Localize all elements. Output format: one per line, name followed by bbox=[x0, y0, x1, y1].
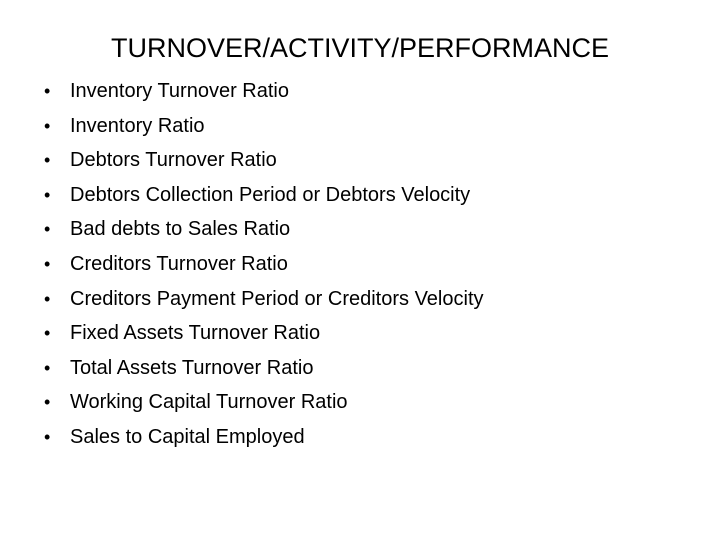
list-item bbox=[44, 282, 704, 317]
bullet-icon: • bbox=[44, 288, 51, 309]
list-item-text: Sales to Capital Employed bbox=[70, 425, 305, 448]
list-item-text: Creditors Turnover Ratio bbox=[70, 252, 288, 275]
list-item bbox=[44, 247, 704, 282]
bullet-icon: • bbox=[44, 357, 51, 378]
bullet-icon: • bbox=[44, 150, 51, 171]
list-item-text: Debtors Collection Period or Debtors Velocity bbox=[70, 183, 471, 206]
list-item-text: Inventory Ratio bbox=[70, 114, 205, 137]
list-item bbox=[44, 143, 704, 178]
bullet-icon: • bbox=[44, 81, 51, 101]
list-item-text: Bad debts to Sales Ratio bbox=[70, 218, 291, 241]
slide-title: TURNOVER/ACTIVITY/PERFORMANCE bbox=[110, 33, 610, 63]
list-item bbox=[44, 316, 704, 351]
bullet-icon: • bbox=[44, 184, 51, 205]
list-item-text: Inventory Turnover Ratio bbox=[70, 80, 289, 102]
bullet-icon: • bbox=[44, 426, 51, 447]
list-item bbox=[44, 109, 704, 144]
bullet-icon: • bbox=[44, 392, 51, 413]
bullet-list bbox=[44, 74, 704, 455]
bullet-icon: • bbox=[44, 253, 51, 274]
list-item-text: Working Capital Turnover Ratio bbox=[70, 391, 348, 414]
list-item bbox=[44, 178, 704, 213]
list-item-text: Fixed Assets Turnover Ratio bbox=[70, 322, 321, 345]
list-item bbox=[44, 351, 704, 386]
list-item bbox=[44, 74, 704, 109]
bullet-icon: • bbox=[44, 219, 51, 240]
list-item bbox=[44, 212, 704, 247]
list-item-text: Total Assets Turnover Ratio bbox=[70, 356, 314, 379]
list-item bbox=[44, 420, 704, 455]
bullet-icon: • bbox=[44, 115, 51, 136]
list-item bbox=[44, 385, 704, 420]
list-item-text: Debtors Turnover Ratio bbox=[70, 149, 277, 172]
bullet-icon: • bbox=[44, 323, 51, 344]
list-item-text: Creditors Payment Period or Creditors Velocity bbox=[70, 287, 484, 310]
